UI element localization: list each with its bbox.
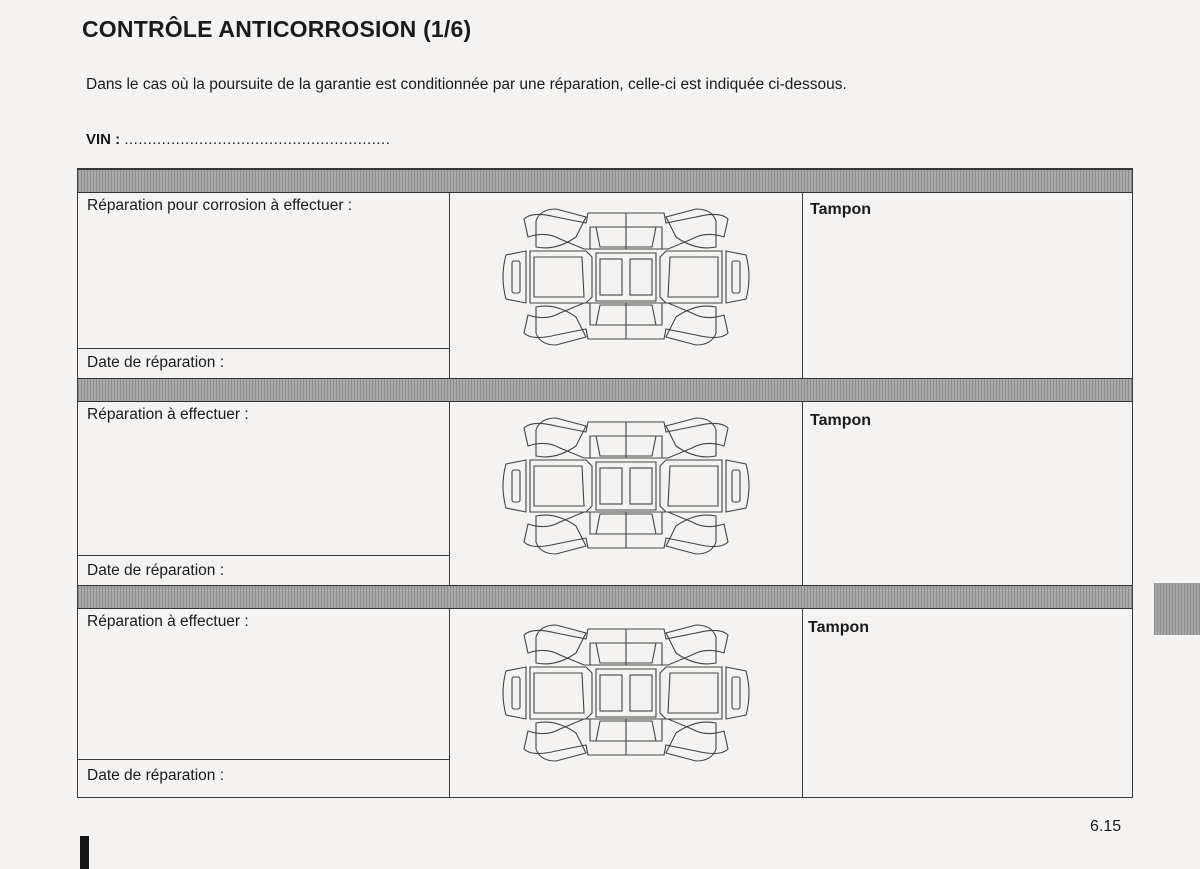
date-divider [78,348,449,349]
intro-text: Dans le cas où la poursuite de la garantie est conditionnée par une réparation, celle-ci est indiquée ci-dessous. [86,76,847,93]
repair-section-3 [78,609,1132,797]
vin-label: VIN : [86,131,121,148]
column-divider [802,609,803,797]
column-divider [449,609,450,797]
vin-field[interactable] [86,131,390,148]
date-divider [78,759,449,760]
repair-section-1 [78,193,1132,378]
page-marker-bar [80,836,89,869]
repair-label: Réparation à effectuer : [87,613,249,630]
stamp-label: Tampon [810,201,872,218]
car-body-diagram[interactable] [496,207,756,359]
car-body-diagram[interactable] [496,623,756,775]
date-divider [78,555,449,556]
repair-label: Réparation à effectuer : [87,406,249,423]
repair-label: Réparation pour corrosion à effectuer : [87,197,353,214]
vin-dotted-line: ......................................................... [124,131,391,148]
repair-date-label[interactable]: Date de réparation : [87,354,225,371]
repair-date-label[interactable]: Date de réparation : [87,767,225,784]
section-header-band [78,585,1132,609]
chapter-tab [1154,583,1200,635]
repair-section-2 [78,402,1132,585]
repair-date-label[interactable]: Date de réparation : [87,562,225,579]
column-divider [449,193,450,378]
section-header-band [78,378,1132,402]
repair-form [77,168,1133,798]
stamp-label: Tampon [808,619,870,636]
car-body-diagram[interactable] [496,416,756,568]
column-divider [802,402,803,585]
column-divider [449,402,450,585]
section-header-band [78,169,1132,193]
column-divider [802,193,803,378]
page-title: CONTRÔLE ANTICORROSION (1/6) [82,16,472,42]
stamp-label: Tampon [810,412,872,429]
page-number: 6.15 [1090,818,1122,835]
